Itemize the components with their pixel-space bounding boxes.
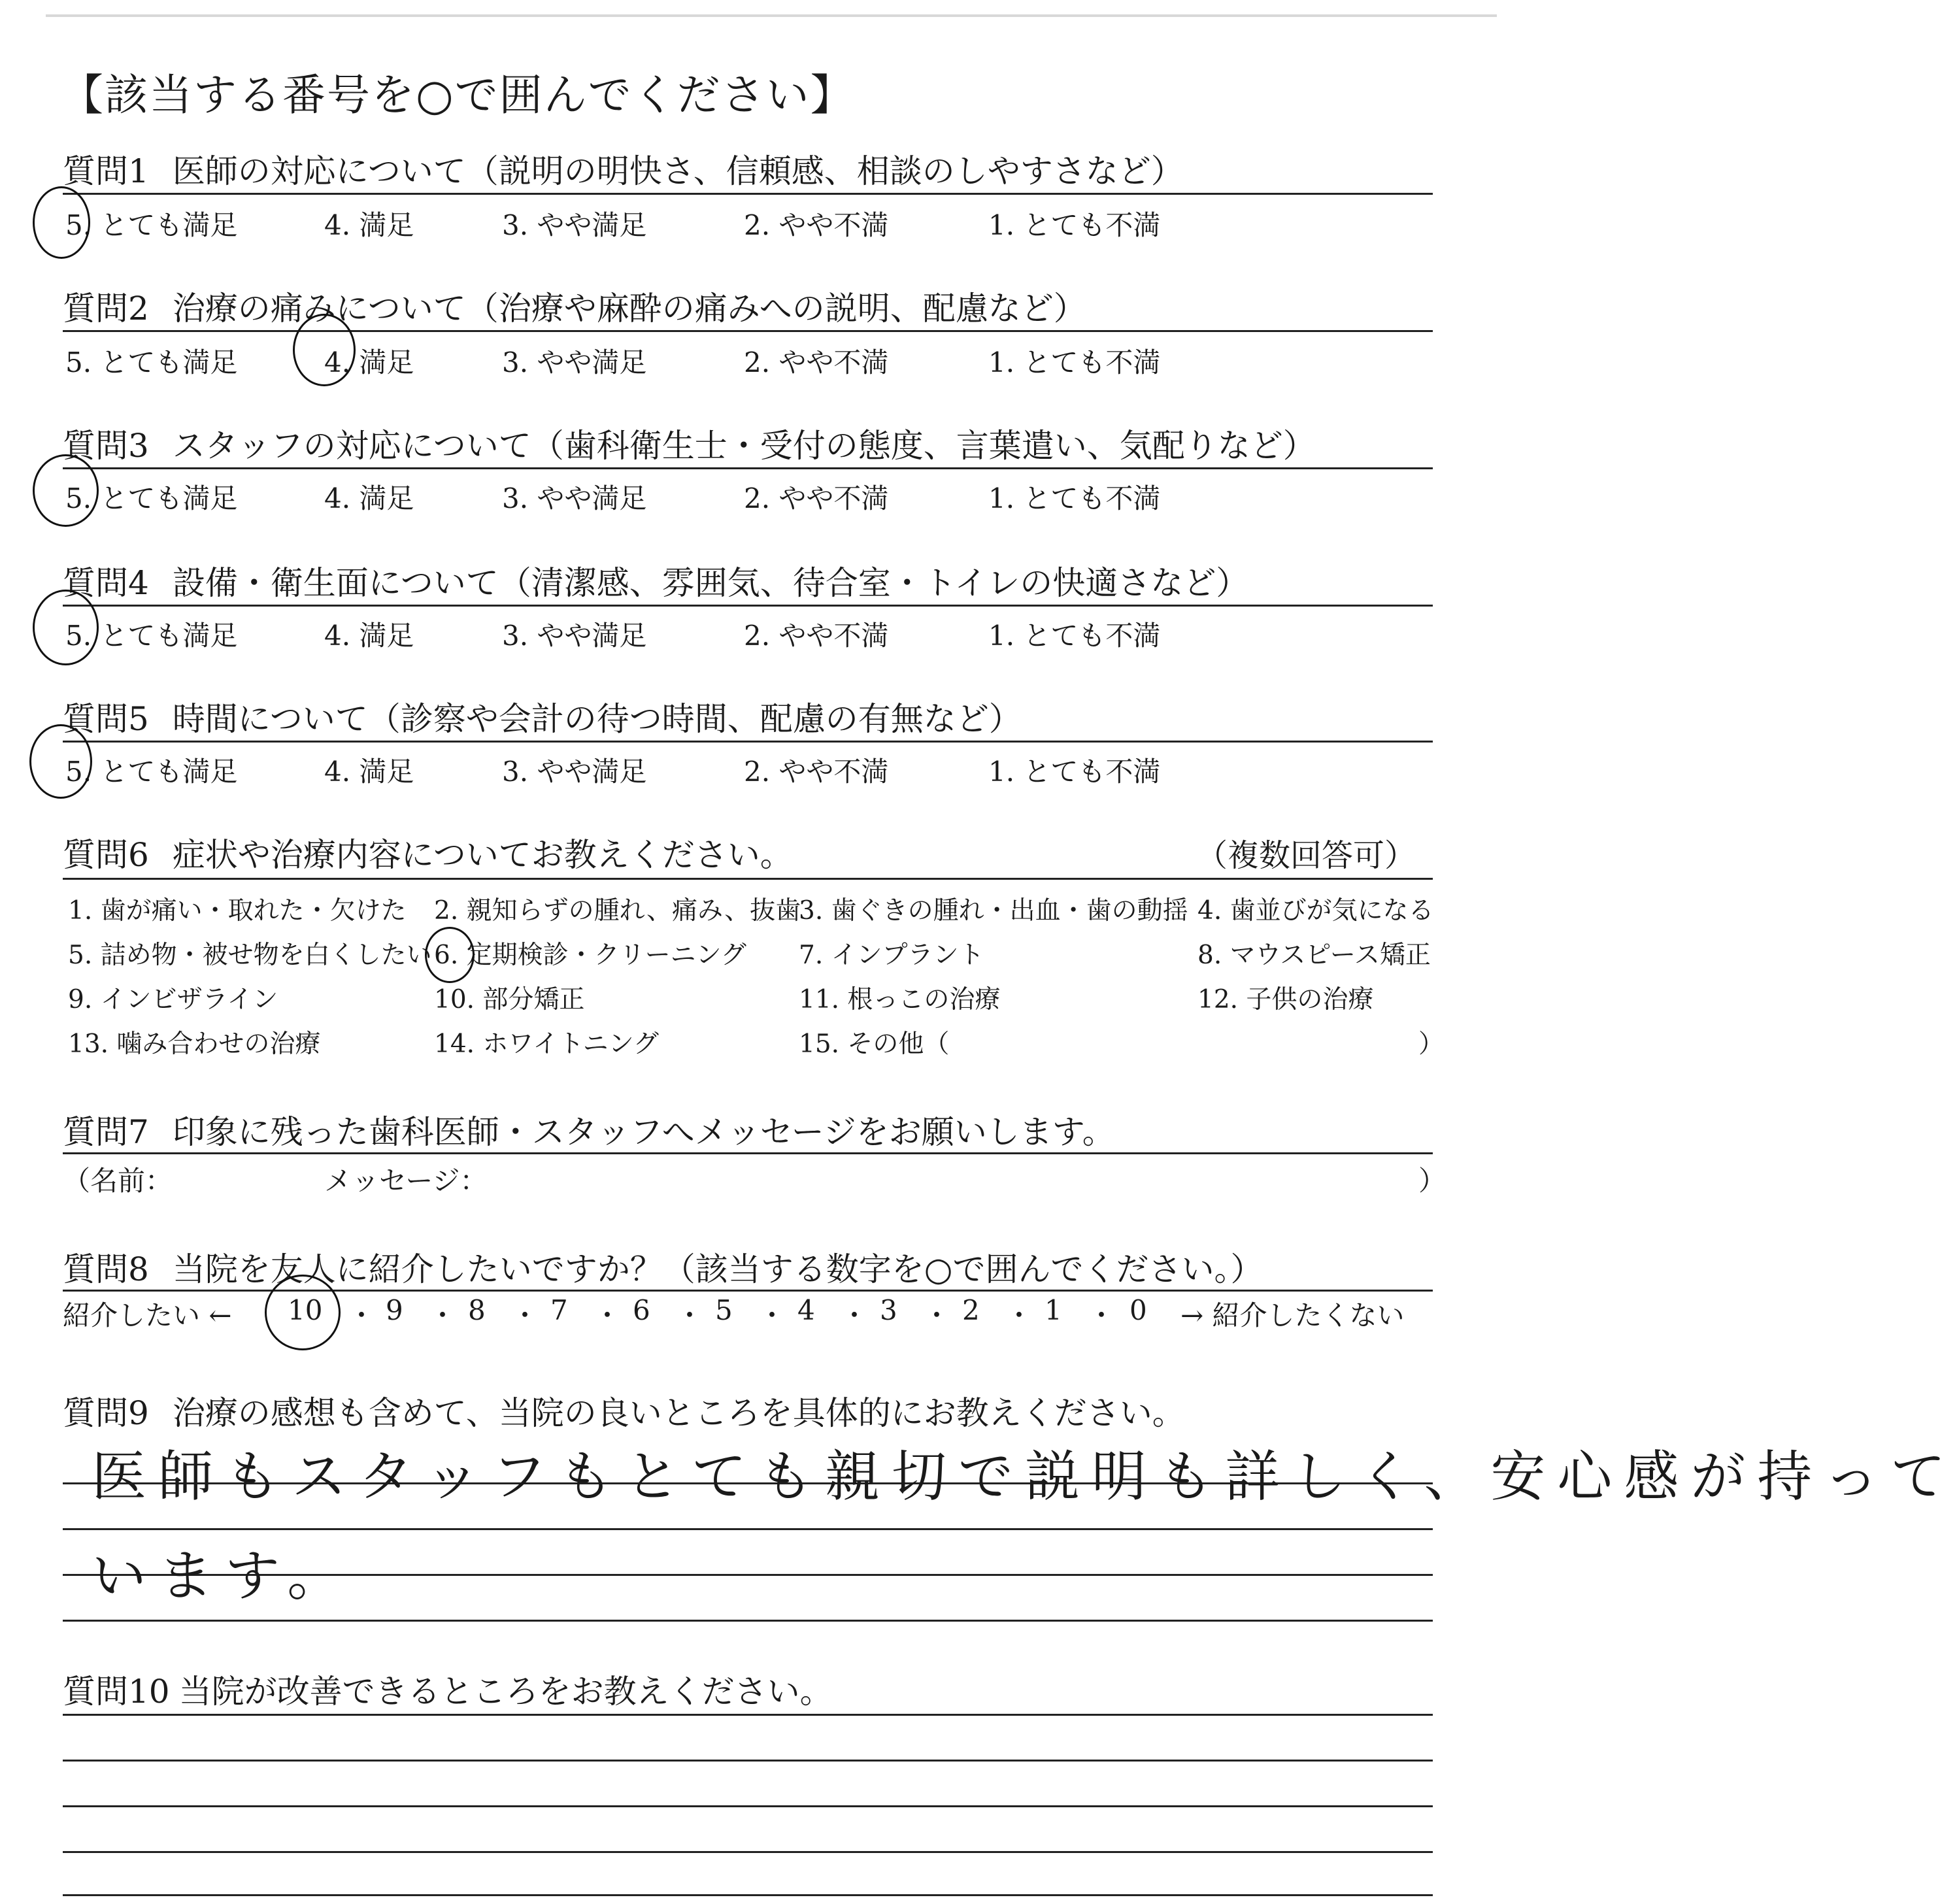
- question-8-text: 当院を友人に紹介したいですか？（該当する数字を○で囲んでください。）: [172, 1250, 1263, 1288]
- scale-separator: ・: [429, 1299, 457, 1331]
- question-2-rule: [63, 330, 1433, 332]
- question-4-text: 設備・衛生面について（清潔感、雰囲気、待合室・トイレの快適さなど）: [172, 564, 1249, 602]
- q5-option-1[interactable]: 1. とても不満: [988, 756, 1161, 788]
- question-2: [63, 282, 1086, 329]
- q1-option-4[interactable]: 4. 満足: [324, 209, 414, 241]
- q2-option-1[interactable]: 1. とても不満: [988, 346, 1161, 378]
- question-1-text: 医師の対応について（説明の明快さ、信頼感、相談のしやすさなど）: [172, 152, 1184, 190]
- scale-2[interactable]: 2: [962, 1294, 980, 1326]
- q3-option-4[interactable]: 4. 満足: [324, 482, 414, 514]
- q4-option-5[interactable]: 5. とても満足: [65, 620, 238, 652]
- question-5-rule: [63, 741, 1433, 743]
- question-4-number: 質問4: [63, 564, 149, 602]
- scale-4[interactable]: 4: [797, 1294, 815, 1326]
- q1-selected-circle: [33, 186, 90, 259]
- question-6: [63, 829, 793, 876]
- question-2-text: 治療の痛みについて（治療や麻酔の痛みへの説明、配慮など）: [172, 290, 1086, 327]
- question-7: [63, 1106, 1115, 1153]
- question-3-rule: [63, 467, 1433, 469]
- q4-option-4[interactable]: 4. 満足: [324, 620, 414, 652]
- multiple-answers-note: （複数回答可）: [1196, 837, 1416, 874]
- scale-separator: ・: [676, 1299, 704, 1331]
- q1-option-5[interactable]: 5. とても満足: [65, 209, 238, 241]
- scale-10[interactable]: 10: [288, 1294, 323, 1326]
- question-4: [63, 557, 1248, 604]
- handwritten-answer-line-2[interactable]: います。: [92, 1544, 354, 1608]
- symptom-option-8[interactable]: 8. マウスピース矯正: [1197, 941, 1431, 970]
- question-7-text: 印象に残った歯科医師・スタッフへメッセージをお願いします。: [172, 1113, 1115, 1151]
- question-8: [63, 1243, 1263, 1290]
- symptom-option-9[interactable]: 9. インビザライン: [68, 985, 278, 1014]
- answer-line: [63, 1714, 1433, 1716]
- q2-option-2[interactable]: 2. やや不満: [744, 346, 889, 378]
- handwritten-answer-line-1[interactable]: 医師もスタッフもとても親切で説明も詳しく、安心感が持って: [92, 1445, 1957, 1509]
- message-field-close: ）: [1418, 1165, 1447, 1197]
- symptom-option-14[interactable]: 14. ホワイトニング: [434, 1029, 659, 1059]
- answer-line: [63, 1805, 1433, 1807]
- q5-option-2[interactable]: 2. やや不満: [744, 756, 889, 788]
- message-field-label[interactable]: メッセージ：: [324, 1165, 488, 1197]
- symptom-other-close: ）: [1418, 1029, 1445, 1059]
- question-1: [63, 145, 1184, 192]
- q5-option-4[interactable]: 4. 満足: [324, 756, 414, 788]
- scale-8[interactable]: 8: [468, 1294, 486, 1326]
- answer-line: [63, 1760, 1433, 1762]
- q3-option-5[interactable]: 5. とても満足: [65, 482, 238, 514]
- question-5-number: 質問5: [63, 700, 149, 738]
- question-4-rule: [63, 605, 1433, 607]
- symptom-option-7[interactable]: 7. インプラント: [799, 941, 984, 970]
- answer-line: [63, 1620, 1433, 1622]
- question-1-rule: [63, 193, 1433, 195]
- question-3-number: 質問3: [63, 427, 149, 465]
- question-6-number: 質問6: [63, 836, 149, 874]
- name-field-label[interactable]: （名前：: [63, 1165, 173, 1197]
- q4-selected-circle: [33, 590, 99, 665]
- question-6-text: 症状や治療内容についてお教えください。: [172, 836, 793, 874]
- scale-3[interactable]: 3: [880, 1294, 897, 1326]
- scale-9[interactable]: 9: [386, 1294, 403, 1326]
- q5-selected-circle: [29, 724, 92, 799]
- q2-option-5[interactable]: 5. とても満足: [65, 346, 238, 378]
- scale-separator: ・: [841, 1299, 869, 1331]
- q3-option-1[interactable]: 1. とても不満: [988, 482, 1161, 514]
- q2-selected-circle: [293, 314, 356, 386]
- question-2-number: 質問2: [63, 290, 149, 327]
- scale-separator: ・: [923, 1299, 951, 1331]
- q6-selected-circle: [425, 927, 475, 983]
- symptom-option-11[interactable]: 11. 根っこの治療: [799, 985, 1001, 1014]
- scale-separator: ・: [594, 1299, 622, 1331]
- symptom-option-10[interactable]: 10. 部分矯正: [434, 985, 585, 1014]
- q1-option-1[interactable]: 1. とても不満: [988, 209, 1161, 241]
- scale-6[interactable]: 6: [633, 1294, 650, 1326]
- question-8-number: 質問8: [63, 1250, 149, 1288]
- symptom-option-5[interactable]: 5. 詰め物・被せ物を白くしたい: [68, 941, 432, 970]
- question-1-number: 質問1: [63, 152, 149, 190]
- symptom-option-4[interactable]: 4. 歯並びが気になる: [1197, 896, 1434, 926]
- scale-separator: ・: [758, 1299, 786, 1331]
- recommend-left-label: 紹介したい ←: [63, 1299, 232, 1331]
- q1-option-2[interactable]: 2. やや不満: [744, 209, 889, 241]
- scale-5[interactable]: 5: [715, 1294, 733, 1326]
- q2-option-4[interactable]: 4. 満足: [324, 346, 414, 378]
- question-10: [63, 1665, 833, 1712]
- question-9-text: 治療の感想も含めて、当院の良いところを具体的にお教えください。: [172, 1394, 1185, 1432]
- question-10-text: 当院が改善できるところをお教えください。: [178, 1673, 833, 1711]
- answer-line: [63, 1851, 1433, 1853]
- question-10-number: 質問10: [63, 1673, 170, 1711]
- symptom-option-1[interactable]: 1. 歯が痛い・取れた・欠けた: [68, 896, 407, 926]
- q3-option-3[interactable]: 3. やや満足: [502, 482, 647, 514]
- symptom-option-13[interactable]: 13. 噛み合わせの治療: [68, 1029, 321, 1059]
- question-3: [63, 420, 1316, 467]
- symptom-option-3[interactable]: 3. 歯ぐきの腫れ・出血・歯の動揺: [799, 896, 1188, 926]
- scale-1[interactable]: 1: [1045, 1294, 1062, 1326]
- question-9-number: 質問9: [63, 1394, 149, 1432]
- question-9: [63, 1387, 1185, 1434]
- question-6-rule: [63, 878, 1433, 880]
- symptom-option-2[interactable]: 2. 親知らずの腫れ、痛み、抜歯: [434, 896, 801, 926]
- q4-option-3[interactable]: 3. やや満足: [502, 620, 647, 652]
- q4-option-2[interactable]: 2. やや不満: [744, 620, 889, 652]
- symptom-option-12[interactable]: 12. 子供の治療: [1197, 985, 1374, 1014]
- recommend-right-label: → 紹介したくない: [1180, 1299, 1405, 1331]
- q5-option-5[interactable]: 5. とても満足: [65, 756, 238, 788]
- answer-line: [63, 1528, 1433, 1530]
- q3-selected-circle: [33, 454, 99, 527]
- q2-option-3[interactable]: 3. やや満足: [502, 346, 647, 378]
- form-heading: 【該当する番号を○で囲んでください】: [60, 70, 855, 120]
- scale-separator: ・: [1088, 1299, 1116, 1331]
- symptom-option-15[interactable]: 15. その他（: [799, 1029, 950, 1059]
- top-border: [46, 14, 1497, 17]
- question-7-rule: [63, 1152, 1433, 1154]
- q8-selected-circle: [265, 1275, 341, 1350]
- symptom-option-6[interactable]: 6. 定期検診・クリーニング: [434, 941, 746, 970]
- q4-option-1[interactable]: 1. とても不満: [988, 620, 1161, 652]
- question-5-text: 時間について（診察や会計の待つ時間、配慮の有無など）: [172, 700, 1022, 738]
- answer-line: [63, 1894, 1433, 1896]
- question-8-rule: [63, 1290, 1433, 1292]
- question-5: [63, 693, 1022, 740]
- scale-separator: ・: [1005, 1299, 1033, 1331]
- q3-option-2[interactable]: 2. やや不満: [744, 482, 889, 514]
- scale-7[interactable]: 7: [550, 1294, 568, 1326]
- scale-0[interactable]: 0: [1129, 1294, 1147, 1326]
- scale-separator: ・: [511, 1299, 539, 1331]
- q5-option-3[interactable]: 3. やや満足: [502, 756, 647, 788]
- question-7-number: 質問7: [63, 1113, 149, 1151]
- question-3-text: スタッフの対応について（歯科衛生士・受付の態度、言葉遣い、気配りなど）: [172, 427, 1316, 465]
- q1-option-3[interactable]: 3. やや満足: [502, 209, 647, 241]
- scale-separator: ・: [348, 1299, 376, 1331]
